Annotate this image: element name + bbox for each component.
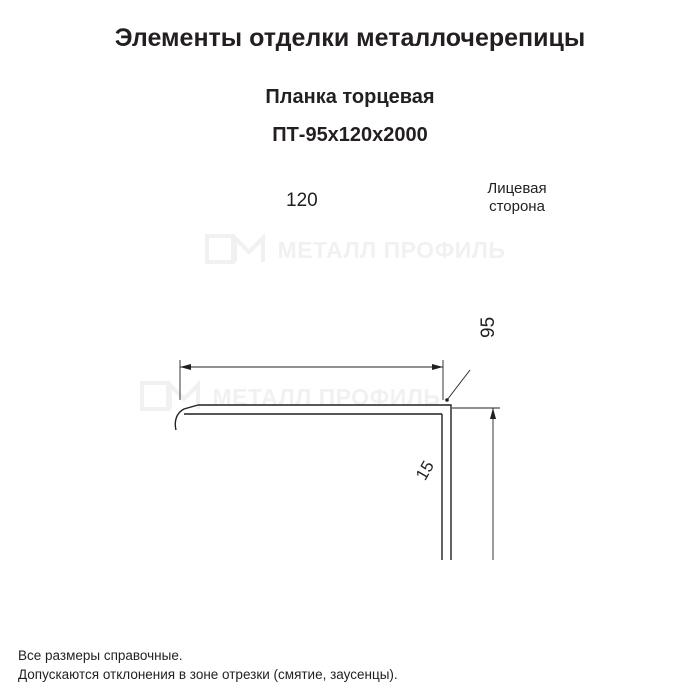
product-name: Планка торцевая xyxy=(265,86,435,108)
product-code: ПТ-95х120х2000 xyxy=(272,124,428,146)
watermark-label: МЕТАЛЛ ПРОФИЛЬ xyxy=(277,237,506,263)
face-side-line-1: Лицевая xyxy=(487,180,547,197)
dimension-label-lip: 15 xyxy=(412,457,438,484)
technical-drawing xyxy=(0,160,700,560)
face-side-annotation xyxy=(462,180,572,216)
footer-note-1: Все размеры справочные. xyxy=(18,648,183,663)
footer-note-2: Допускаются отклонения в зоне отрезки (смятие, заусенцы). xyxy=(18,667,398,682)
watermark-label: МЕТАЛЛ ПРОФИЛЬ xyxy=(212,384,441,410)
footer-notes xyxy=(18,646,398,684)
face-side-line-2: сторона xyxy=(489,198,545,215)
page-title: Элементы отделки металлочерепицы xyxy=(114,24,586,52)
dimension-label-width: 120 xyxy=(286,190,318,211)
dimension-label-height: 95 xyxy=(478,316,499,338)
